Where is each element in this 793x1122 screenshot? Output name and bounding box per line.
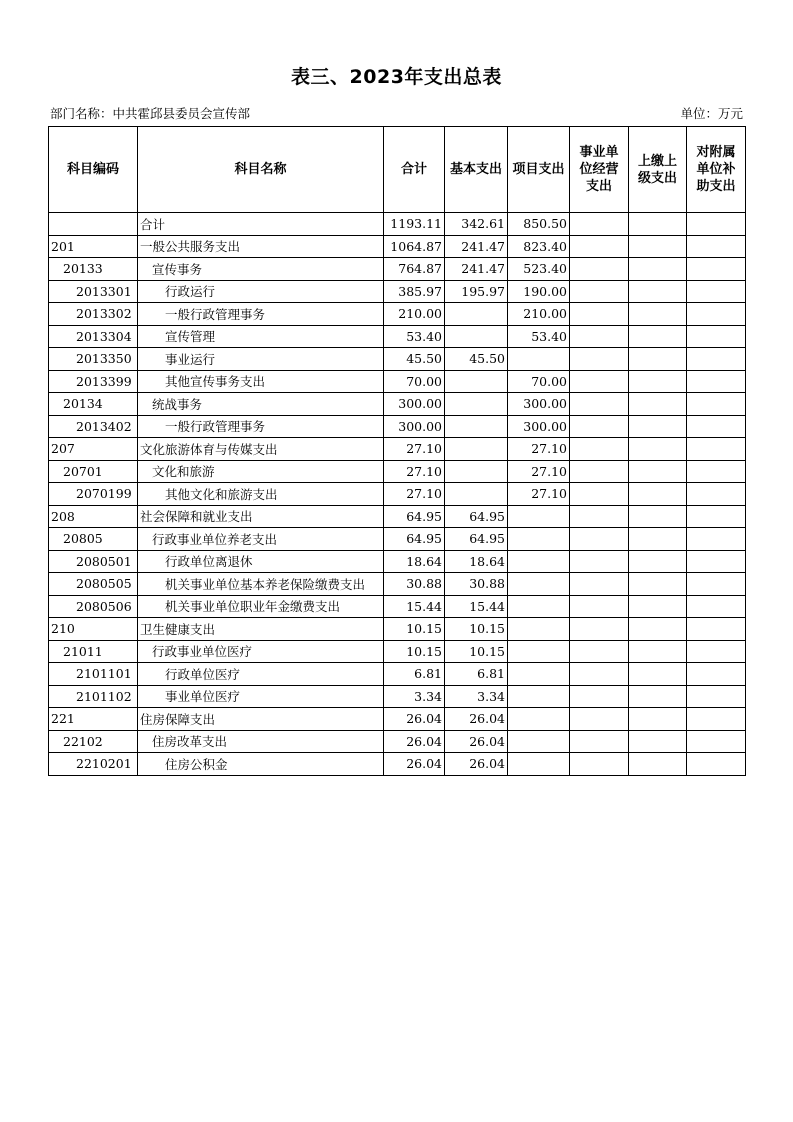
project-cell: 27.10 (508, 438, 570, 461)
business-cell (570, 550, 629, 573)
total-cell: 64.95 (384, 505, 445, 528)
basic-cell (445, 370, 508, 393)
name-cell: 卫生健康支出 (138, 618, 384, 641)
name-cell: 宣传事务 (138, 258, 384, 281)
business-cell (570, 505, 629, 528)
table-row (49, 280, 746, 303)
table-row (49, 550, 746, 573)
project-cell (508, 550, 570, 573)
subsidy-cell (687, 753, 746, 776)
business-cell (570, 685, 629, 708)
basic-cell: 45.50 (445, 348, 508, 371)
business-cell (570, 618, 629, 641)
subsidy-cell (687, 730, 746, 753)
header-business-text: 事业单位经营支出 (579, 145, 619, 194)
total-cell: 10.15 (384, 640, 445, 663)
code-cell: 20133 (49, 258, 138, 281)
remit-cell (629, 438, 687, 461)
business-cell (570, 663, 629, 686)
remit-cell (629, 685, 687, 708)
name-cell: 行政单位离退休 (138, 550, 384, 573)
table-row (49, 640, 746, 663)
header-remit-text: 上缴上级支出 (637, 153, 677, 186)
basic-cell: 26.04 (445, 730, 508, 753)
subsidy-cell (687, 708, 746, 731)
name-cell: 住房公积金 (138, 753, 384, 776)
table-row (49, 528, 746, 551)
subsidy-cell (687, 280, 746, 303)
business-cell (570, 213, 629, 236)
business-cell (570, 730, 629, 753)
code-cell: 20134 (49, 393, 138, 416)
remit-cell (629, 528, 687, 551)
total-cell: 26.04 (384, 730, 445, 753)
remit-cell (629, 618, 687, 641)
header-code: 科目编码 (49, 127, 138, 213)
code-cell: 201 (49, 235, 138, 258)
basic-cell (445, 438, 508, 461)
name-cell: 宣传管理 (138, 325, 384, 348)
name-cell: 一般行政管理事务 (138, 303, 384, 326)
table-header-row (49, 127, 746, 213)
subsidy-cell (687, 663, 746, 686)
remit-cell (629, 595, 687, 618)
total-cell: 27.10 (384, 460, 445, 483)
subsidy-cell (687, 460, 746, 483)
code-cell: 2101102 (49, 685, 138, 708)
subsidy-cell (687, 370, 746, 393)
business-cell (570, 460, 629, 483)
name-cell: 住房保障支出 (138, 708, 384, 731)
remit-cell (629, 348, 687, 371)
code-cell: 20805 (49, 528, 138, 551)
code-cell (49, 213, 138, 236)
total-cell: 210.00 (384, 303, 445, 326)
subsidy-cell (687, 393, 746, 416)
subsidy-cell (687, 213, 746, 236)
project-cell (508, 348, 570, 371)
basic-cell (445, 460, 508, 483)
name-cell: 合计 (138, 213, 384, 236)
basic-cell (445, 303, 508, 326)
total-cell: 15.44 (384, 595, 445, 618)
total-cell: 45.50 (384, 348, 445, 371)
business-cell (570, 348, 629, 371)
table-row (49, 393, 746, 416)
subsidy-cell (687, 505, 746, 528)
remit-cell (629, 258, 687, 281)
basic-cell: 15.44 (445, 595, 508, 618)
project-cell (508, 528, 570, 551)
code-cell: 221 (49, 708, 138, 731)
total-cell: 1193.11 (384, 213, 445, 236)
remit-cell (629, 235, 687, 258)
total-cell: 26.04 (384, 708, 445, 731)
header-project: 项目支出 (508, 127, 570, 213)
remit-cell (629, 730, 687, 753)
code-cell: 210 (49, 618, 138, 641)
name-cell: 机关事业单位基本养老保险缴费支出 (138, 573, 384, 596)
code-cell: 20701 (49, 460, 138, 483)
business-cell (570, 573, 629, 596)
basic-cell: 26.04 (445, 753, 508, 776)
business-cell (570, 708, 629, 731)
remit-cell (629, 640, 687, 663)
header-basic: 基本支出 (445, 127, 508, 213)
table-row (49, 370, 746, 393)
basic-cell: 6.81 (445, 663, 508, 686)
table-row (49, 505, 746, 528)
table-row (49, 618, 746, 641)
business-cell (570, 280, 629, 303)
business-cell (570, 438, 629, 461)
expenditure-table (48, 126, 746, 776)
basic-cell: 64.95 (445, 528, 508, 551)
business-cell (570, 325, 629, 348)
header-subsidy (687, 127, 746, 213)
table-row (49, 258, 746, 281)
name-cell: 机关事业单位职业年金缴费支出 (138, 595, 384, 618)
remit-cell (629, 663, 687, 686)
total-cell: 70.00 (384, 370, 445, 393)
subsidy-cell (687, 303, 746, 326)
total-cell: 30.88 (384, 573, 445, 596)
table-body (49, 213, 746, 776)
name-cell: 行政运行 (138, 280, 384, 303)
name-cell: 住房改革支出 (138, 730, 384, 753)
subsidy-cell (687, 415, 746, 438)
name-cell: 其他文化和旅游支出 (138, 483, 384, 506)
name-cell: 一般公共服务支出 (138, 235, 384, 258)
name-cell: 统战事务 (138, 393, 384, 416)
business-cell (570, 528, 629, 551)
remit-cell (629, 573, 687, 596)
project-cell: 823.40 (508, 235, 570, 258)
total-cell: 27.10 (384, 483, 445, 506)
basic-cell (445, 415, 508, 438)
table-row (49, 438, 746, 461)
name-cell: 行政事业单位医疗 (138, 640, 384, 663)
basic-cell: 30.88 (445, 573, 508, 596)
total-cell: 300.00 (384, 415, 445, 438)
business-cell (570, 393, 629, 416)
subsidy-cell (687, 348, 746, 371)
total-cell: 18.64 (384, 550, 445, 573)
remit-cell (629, 325, 687, 348)
subsidy-cell (687, 325, 746, 348)
basic-cell: 10.15 (445, 640, 508, 663)
code-cell: 2013302 (49, 303, 138, 326)
code-cell: 207 (49, 438, 138, 461)
project-cell: 300.00 (508, 415, 570, 438)
remit-cell (629, 708, 687, 731)
remit-cell (629, 460, 687, 483)
subsidy-cell (687, 483, 746, 506)
name-cell: 行政事业单位养老支出 (138, 528, 384, 551)
code-cell: 2080506 (49, 595, 138, 618)
header-total: 合计 (384, 127, 445, 213)
name-cell: 社会保障和就业支出 (138, 505, 384, 528)
code-cell: 21011 (49, 640, 138, 663)
remit-cell (629, 505, 687, 528)
subsidy-cell (687, 573, 746, 596)
total-cell: 27.10 (384, 438, 445, 461)
table-row (49, 708, 746, 731)
business-cell (570, 753, 629, 776)
remit-cell (629, 415, 687, 438)
table-row (49, 235, 746, 258)
business-cell (570, 415, 629, 438)
total-cell: 10.15 (384, 618, 445, 641)
total-cell: 1064.87 (384, 235, 445, 258)
business-cell (570, 640, 629, 663)
remit-cell (629, 303, 687, 326)
project-cell: 70.00 (508, 370, 570, 393)
name-cell: 文化和旅游 (138, 460, 384, 483)
code-cell: 2013350 (49, 348, 138, 371)
business-cell (570, 483, 629, 506)
basic-cell (445, 325, 508, 348)
table-row (49, 730, 746, 753)
table-row (49, 460, 746, 483)
basic-cell (445, 393, 508, 416)
business-cell (570, 235, 629, 258)
table-row (49, 348, 746, 371)
basic-cell: 241.47 (445, 235, 508, 258)
department-name: 部门名称：中共霍邱县委员会宣传部 (50, 106, 251, 121)
table-row (49, 685, 746, 708)
code-cell: 2013304 (49, 325, 138, 348)
project-cell (508, 730, 570, 753)
total-cell: 64.95 (384, 528, 445, 551)
project-cell (508, 595, 570, 618)
project-cell: 190.00 (508, 280, 570, 303)
code-cell: 208 (49, 505, 138, 528)
basic-cell: 64.95 (445, 505, 508, 528)
remit-cell (629, 280, 687, 303)
table-row (49, 753, 746, 776)
project-cell (508, 505, 570, 528)
code-cell: 2101101 (49, 663, 138, 686)
subsidy-cell (687, 550, 746, 573)
project-cell (508, 640, 570, 663)
total-cell: 53.40 (384, 325, 445, 348)
page-title: 表三、2023年支出总表 (291, 66, 502, 88)
project-cell (508, 708, 570, 731)
subsidy-cell (687, 438, 746, 461)
project-cell (508, 663, 570, 686)
table-row (49, 415, 746, 438)
total-cell: 385.97 (384, 280, 445, 303)
name-cell: 行政单位医疗 (138, 663, 384, 686)
header-name: 科目名称 (138, 127, 384, 213)
total-cell: 6.81 (384, 663, 445, 686)
project-cell (508, 618, 570, 641)
project-cell: 27.10 (508, 460, 570, 483)
code-cell: 2013402 (49, 415, 138, 438)
remit-cell (629, 370, 687, 393)
subsidy-cell (687, 595, 746, 618)
subsidy-cell (687, 258, 746, 281)
name-cell: 其他宣传事务支出 (138, 370, 384, 393)
project-cell (508, 685, 570, 708)
code-cell: 2080501 (49, 550, 138, 573)
basic-cell: 195.97 (445, 280, 508, 303)
table-row (49, 663, 746, 686)
basic-cell: 241.47 (445, 258, 508, 281)
remit-cell (629, 213, 687, 236)
table-row (49, 573, 746, 596)
subsidy-cell (687, 640, 746, 663)
table-row (49, 483, 746, 506)
table-row (49, 325, 746, 348)
project-cell: 523.40 (508, 258, 570, 281)
project-cell: 850.50 (508, 213, 570, 236)
code-cell: 2070199 (49, 483, 138, 506)
basic-cell (445, 483, 508, 506)
business-cell (570, 370, 629, 393)
business-cell (570, 303, 629, 326)
basic-cell: 10.15 (445, 618, 508, 641)
project-cell: 27.10 (508, 483, 570, 506)
remit-cell (629, 753, 687, 776)
subsidy-cell (687, 618, 746, 641)
business-cell (570, 595, 629, 618)
project-cell (508, 753, 570, 776)
subsidy-cell (687, 528, 746, 551)
code-cell: 2080505 (49, 573, 138, 596)
table-row (49, 303, 746, 326)
remit-cell (629, 393, 687, 416)
table-row (49, 595, 746, 618)
business-cell (570, 258, 629, 281)
name-cell: 文化旅游体育与传媒支出 (138, 438, 384, 461)
subsidy-cell (687, 235, 746, 258)
code-cell: 2013301 (49, 280, 138, 303)
code-cell: 22102 (49, 730, 138, 753)
total-cell: 764.87 (384, 258, 445, 281)
name-cell: 事业运行 (138, 348, 384, 371)
basic-cell: 3.34 (445, 685, 508, 708)
basic-cell: 342.61 (445, 213, 508, 236)
name-cell: 事业单位医疗 (138, 685, 384, 708)
table-row (49, 213, 746, 236)
header-remit (629, 127, 687, 213)
basic-cell: 18.64 (445, 550, 508, 573)
unit-label: 单位：万元 (680, 106, 743, 121)
subsidy-cell (687, 685, 746, 708)
basic-cell: 26.04 (445, 708, 508, 731)
remit-cell (629, 483, 687, 506)
total-cell: 26.04 (384, 753, 445, 776)
total-cell: 3.34 (384, 685, 445, 708)
header-subsidy-text: 对附属单位补助支出 (696, 145, 736, 194)
project-cell: 210.00 (508, 303, 570, 326)
project-cell: 53.40 (508, 325, 570, 348)
name-cell: 一般行政管理事务 (138, 415, 384, 438)
code-cell: 2013399 (49, 370, 138, 393)
header-business (570, 127, 629, 213)
project-cell: 300.00 (508, 393, 570, 416)
total-cell: 300.00 (384, 393, 445, 416)
code-cell: 2210201 (49, 753, 138, 776)
project-cell (508, 573, 570, 596)
remit-cell (629, 550, 687, 573)
